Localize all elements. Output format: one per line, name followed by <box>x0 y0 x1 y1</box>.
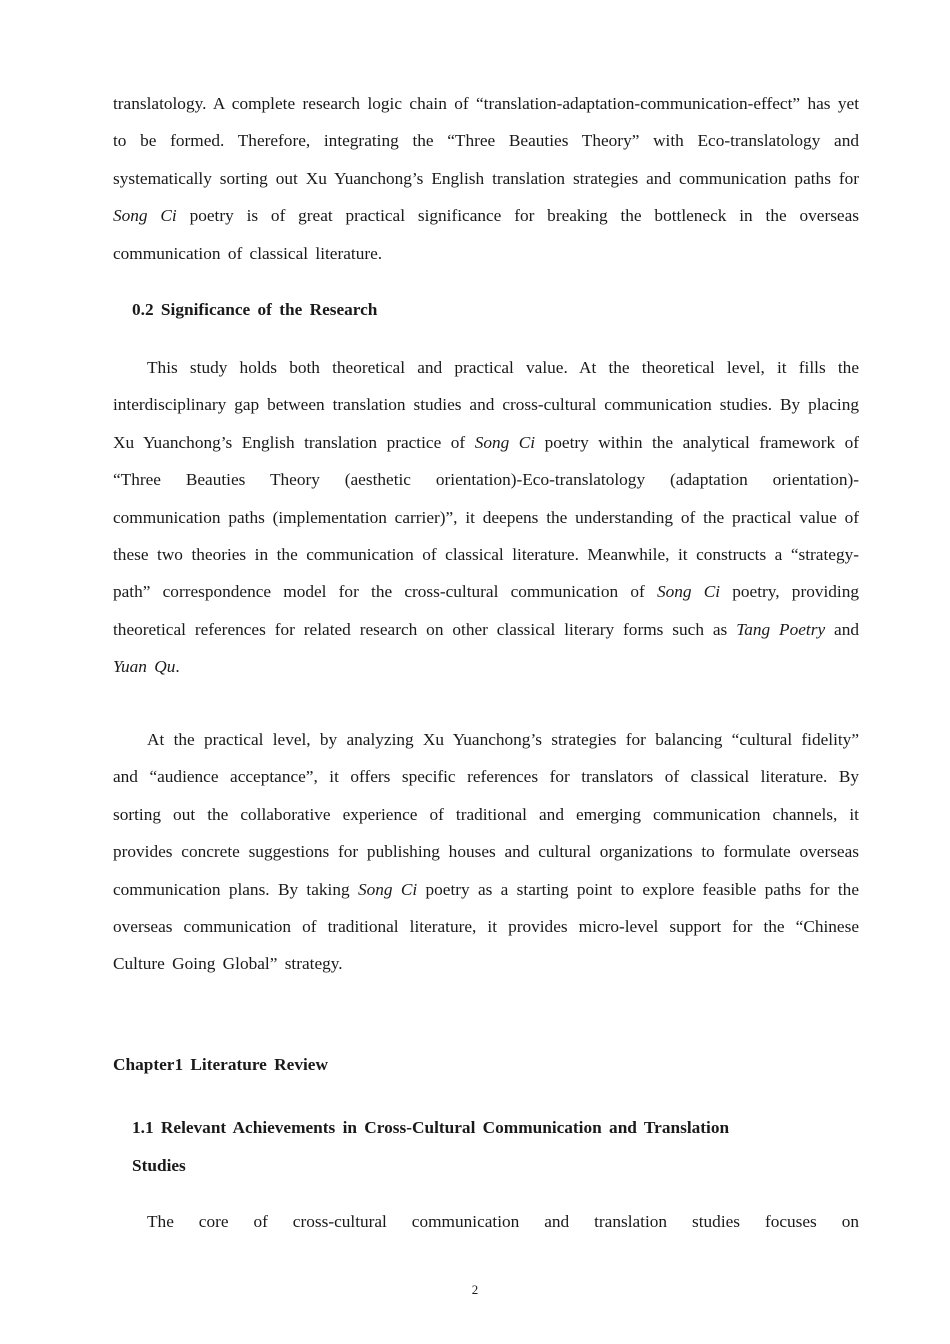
body-paragraph-3 <box>113 721 859 983</box>
section-heading-1-1 <box>132 1109 729 1185</box>
body-paragraph-1 <box>113 85 859 272</box>
italic-term: Song Ci <box>113 206 177 226</box>
heading-line: Studies <box>132 1156 186 1175</box>
heading-line: 1.1 Relevant Achievements in Cross-Cultural Communication and Translation <box>132 1118 730 1137</box>
body-paragraph-4: The core of cross-cultural communication and translation studies focuses on <box>147 1212 859 1231</box>
text-run: . <box>175 657 180 677</box>
body-paragraph-2 <box>113 349 859 686</box>
text-run: poetry as a starting point to explore feasible paths for the overseas communication of traditional literature, it provides micro-level support for the “Chinese Culture Going Global” strategy. <box>113 879 859 974</box>
section-heading-0-2: 0.2 Significance of the Research <box>132 300 378 319</box>
text-run: poetry, providing theoretical references for related research on other classical literary forms such as <box>113 582 860 639</box>
text-run: and <box>825 619 859 639</box>
italic-term: Song Ci <box>656 582 721 602</box>
text-run: poetry within the analytical framework of “Three Beauties Theory (aesthetic orientation)-Eco-translatology (adaptation orientation)-communication paths (implementation carrier)”, it deepens the understanding of the practical value of these two theories in the communication of classical literature. Meanwhile, it constructs a “strategy-path” correspondence model for the cross-cultural communication of <box>113 432 860 602</box>
italic-term: Tang Poetry <box>736 619 826 639</box>
text-run: translatology. A complete research logic chain of “translation-adaptation-communication-effect” has yet to be formed. Therefore, integrating the “Three Beauties Theory” with Eco-translatology and systematically sorting out Xu Yuanchong’s English translation strategies and communication paths for <box>113 94 859 188</box>
page-number: 2 <box>471 1282 479 1297</box>
italic-term: Song Ci <box>474 432 536 452</box>
italic-term: Song Ci <box>357 879 418 899</box>
text-run: This study holds both theoretical and practical value. At the theoretical level, it fills the interdisciplinary gap between translation studies and cross-cultural communication studies. By placing Xu Yuanchong’s English translation practice of <box>113 358 859 452</box>
text-run: poetry is of great practical significance for breaking the bottleneck in the overseas communication of classical literature. <box>113 206 859 263</box>
italic-term: Yuan Qu <box>113 657 176 677</box>
text-run: At the practical level, by analyzing Xu Yuanchong’s strategies for balancing “cultural fidelity” and “audience acceptance”, it offers specific references for translators of classical literature. By sorting out the collaborative experience of traditional and emerging communication channels, it provides concrete suggestions for publishing houses and cultural organizations to formulate overseas communication plans. By taking <box>113 730 859 899</box>
chapter-heading: Chapter1 Literature Review <box>113 1055 328 1074</box>
